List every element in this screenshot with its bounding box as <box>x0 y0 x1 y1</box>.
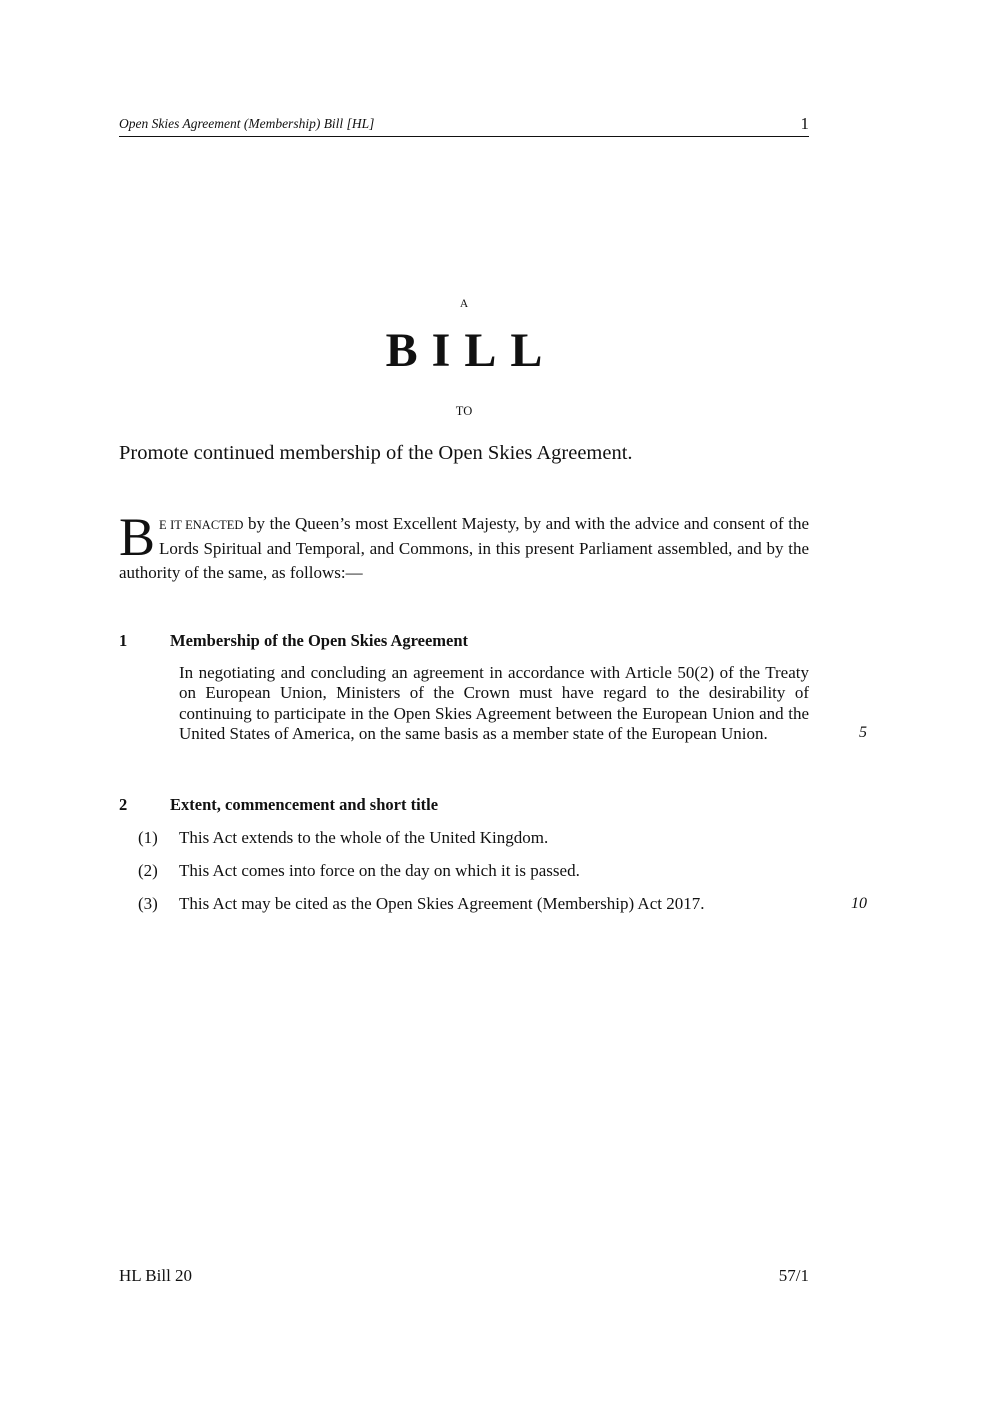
section-number: 1 <box>119 631 128 650</box>
section-heading: Extent, commencement and short title <box>170 795 439 814</box>
subsection-text: This Act comes into force on the day on which it is passed. <box>179 861 580 880</box>
bill-reference: HL Bill 20 <box>119 1266 193 1285</box>
enacting-formula <box>119 507 809 585</box>
section-number: 2 <box>119 795 128 814</box>
drop-cap: B <box>119 507 156 567</box>
a-label: A <box>459 298 469 310</box>
section-body: In negotiating and concluding an agreement in accordance with Article 50(2) of the Treaty on European Union, Ministers of the Crown must have regard to the desirability of continuing to participate in the Open Skies Agreement between the European Union and the United States of America, on the same basis as a member state of the European Union. <box>179 663 809 743</box>
enacting-small-caps: E IT ENACTED <box>159 518 244 532</box>
bill-title: BILL <box>385 324 557 377</box>
section-heading: Membership of the Open Skies Agreement <box>170 631 469 650</box>
subsection-text: This Act may be cited as the Open Skies Agreement (Membership) Act 2017. <box>179 894 705 913</box>
subsection-number: (3) <box>138 894 158 913</box>
print-reference: 57/1 <box>778 1266 809 1285</box>
subsection-number: (1) <box>138 828 158 847</box>
line-number: 10 <box>851 895 867 912</box>
subsection-number: (2) <box>138 861 158 880</box>
line-number: 5 <box>859 724 867 741</box>
running-header <box>119 116 809 137</box>
enacting-text: by the Queen’s most Excellent Majesty, by and with the advice and consent of the Lords Spiritual and Temporal, and Commons, in this present Parliament assembled, and by the authority of the same, as follows:— <box>119 514 809 582</box>
to-label: TO <box>455 404 473 418</box>
running-title: Open Skies Agreement (Membership) Bill [HL] <box>119 116 375 131</box>
page-number: 1 <box>800 114 809 133</box>
long-title: Promote continued membership of the Open Skies Agreement. <box>119 442 633 464</box>
subsection-text: This Act extends to the whole of the United Kingdom. <box>179 828 549 847</box>
